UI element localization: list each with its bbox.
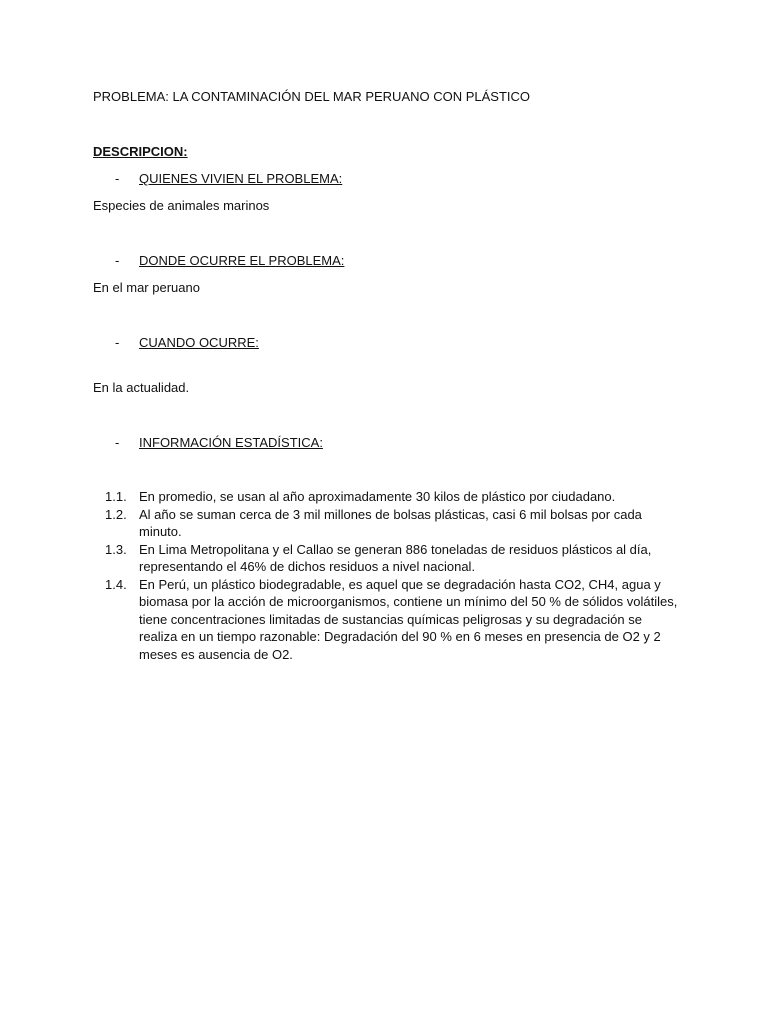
section-who-label: QUIENES VIVIEN EL PROBLEMA: xyxy=(139,171,343,186)
section-where-text: En el mar peruano xyxy=(93,280,200,295)
section-who-text: Especies de animales marinos xyxy=(93,198,270,213)
section-stats-label: INFORMACIÓN ESTADÍSTICA: xyxy=(139,435,323,450)
list-item-text: En Perú, un plástico biodegradable, es aquel que se degradación hasta CO2, CH4, agua y biomasa por la acción de microorganismos, contiene un mínimo del 50 % de sólidos volátiles, tiene concentraciones limitadas de sustancias químicas peligrosas y su degradación se realiza en un tiempo razonable: Degradación del 90 % en 6 meses en presencia de O2 y 2 meses es ausencia de O2. xyxy=(139,576,678,662)
document-title: PROBLEMA: LA CONTAMINACIÓN DEL MAR PERUANO CON PLÁSTICO xyxy=(93,89,531,104)
list-item-number: 1.2. xyxy=(105,506,127,522)
list-item xyxy=(93,506,683,541)
bullet-dash: - xyxy=(115,335,120,350)
list-item-number: 1.3. xyxy=(105,541,127,557)
list-item-text: En Lima Metropolitana y el Callao se generan 886 toneladas de residuos plásticos al día, representando el 46% de dichos residuos a nivel nacional. xyxy=(139,541,652,574)
list-item xyxy=(93,576,683,664)
description-heading: DESCRIPCION: xyxy=(93,144,188,159)
section-where-label: DONDE OCURRE EL PROBLEMA: xyxy=(139,253,345,268)
bullet-dash: - xyxy=(115,171,120,186)
list-item xyxy=(93,488,683,506)
list-item-number: 1.1. xyxy=(105,489,127,504)
list-item-number: 1.4. xyxy=(105,576,127,592)
list-item xyxy=(93,541,683,576)
list-item-text: Al año se suman cerca de 3 mil millones de bolsas plásticas, casi 6 mil bolsas por cada minuto. xyxy=(139,506,642,539)
section-when-text: En la actualidad. xyxy=(93,380,190,395)
statistics-list xyxy=(93,488,683,663)
bullet-dash: - xyxy=(115,435,120,450)
bullet-dash: - xyxy=(115,253,120,268)
list-item-text: En promedio, se usan al año aproximadamente 30 kilos de plástico por ciudadano. xyxy=(139,489,616,504)
section-when-label: CUANDO OCURRE: xyxy=(139,335,259,350)
